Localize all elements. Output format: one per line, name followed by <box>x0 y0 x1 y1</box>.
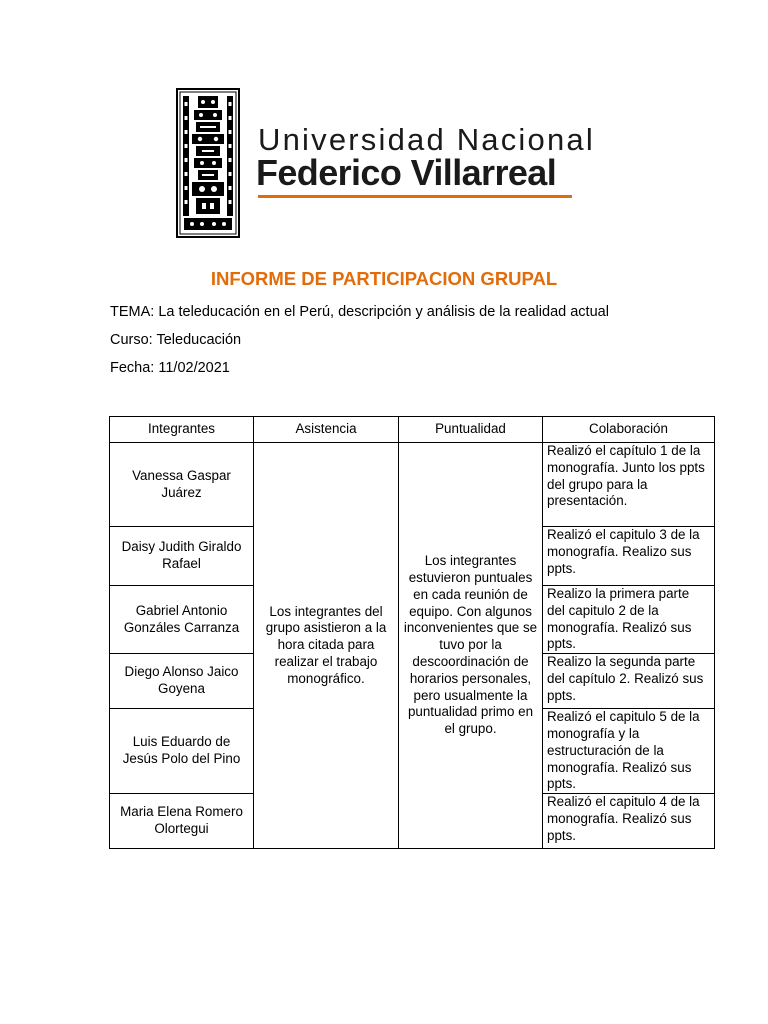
header-puntualidad: Puntualidad <box>399 417 543 443</box>
university-name-line2: Federico Villarreal <box>256 152 557 193</box>
colaboracion-cell: Realizó el capitulo 5 de la monografía y la estructuración de la monografía. Realizó sus ppts. <box>543 709 715 794</box>
header-colaboracion: Colaboración <box>543 417 715 443</box>
colaboracion-cell: Realizo la segunda parte del capítulo 2. Realizó sus ppts. <box>543 654 715 709</box>
participation-table <box>109 416 715 849</box>
member-name: Daisy Judith Giraldo Rafael <box>110 527 254 586</box>
chavin-emblem-icon <box>176 88 240 238</box>
fecha-line: Fecha: 11/02/2021 <box>110 360 230 376</box>
header-asistencia: Asistencia <box>254 417 399 443</box>
colaboracion-cell: Realizó el capitulo 4 de la monografía. Realizó sus ppts. <box>543 794 715 849</box>
table-header-row <box>110 417 715 443</box>
colaboracion-cell: Realizó el capítulo 1 de la monografía. Junto los ppts del grupo para la presentación. <box>543 443 715 527</box>
member-name: Luis Eduardo de Jesús Polo del Pino <box>110 709 254 794</box>
curso-line: Curso: Teleducación <box>110 332 242 348</box>
table-row <box>110 443 715 527</box>
colaboracion-cell: Realizó el capitulo 3 de la monografía. Realizo sus ppts. <box>543 527 715 586</box>
member-name: Diego Alonso Jaico Goyena <box>110 654 254 709</box>
puntualidad-cell: Los integrantes estuvieron puntuales en cada reunión de equipo. Con algunos inconvenientes que se tuvo por la descoordinación de horarios personales, pero usualmente la puntualidad primo en el grupo. <box>399 443 543 849</box>
university-name-line1: Universidad Nacional <box>258 122 595 157</box>
tema-line: TEMA: La teleducación en el Perú, descripción y análisis de la realidad actual <box>110 304 609 320</box>
header-integrantes: Integrantes <box>110 417 254 443</box>
member-name: Gabriel Antonio Gonzáles Carranza <box>110 586 254 654</box>
member-name: Vanessa Gaspar Juárez <box>110 443 254 527</box>
member-name: Maria Elena Romero Olortegui <box>110 794 254 849</box>
logo-underline <box>258 195 572 198</box>
document-title: INFORME DE PARTICIPACION GRUPAL <box>210 268 558 289</box>
colaboracion-cell: Realizo la primera parte del capitulo 2 de la monografía. Realizó sus ppts. <box>543 586 715 654</box>
asistencia-cell: Los integrantes del grupo asistieron a la hora citada para realizar el trabajo monográfico. <box>254 443 399 849</box>
